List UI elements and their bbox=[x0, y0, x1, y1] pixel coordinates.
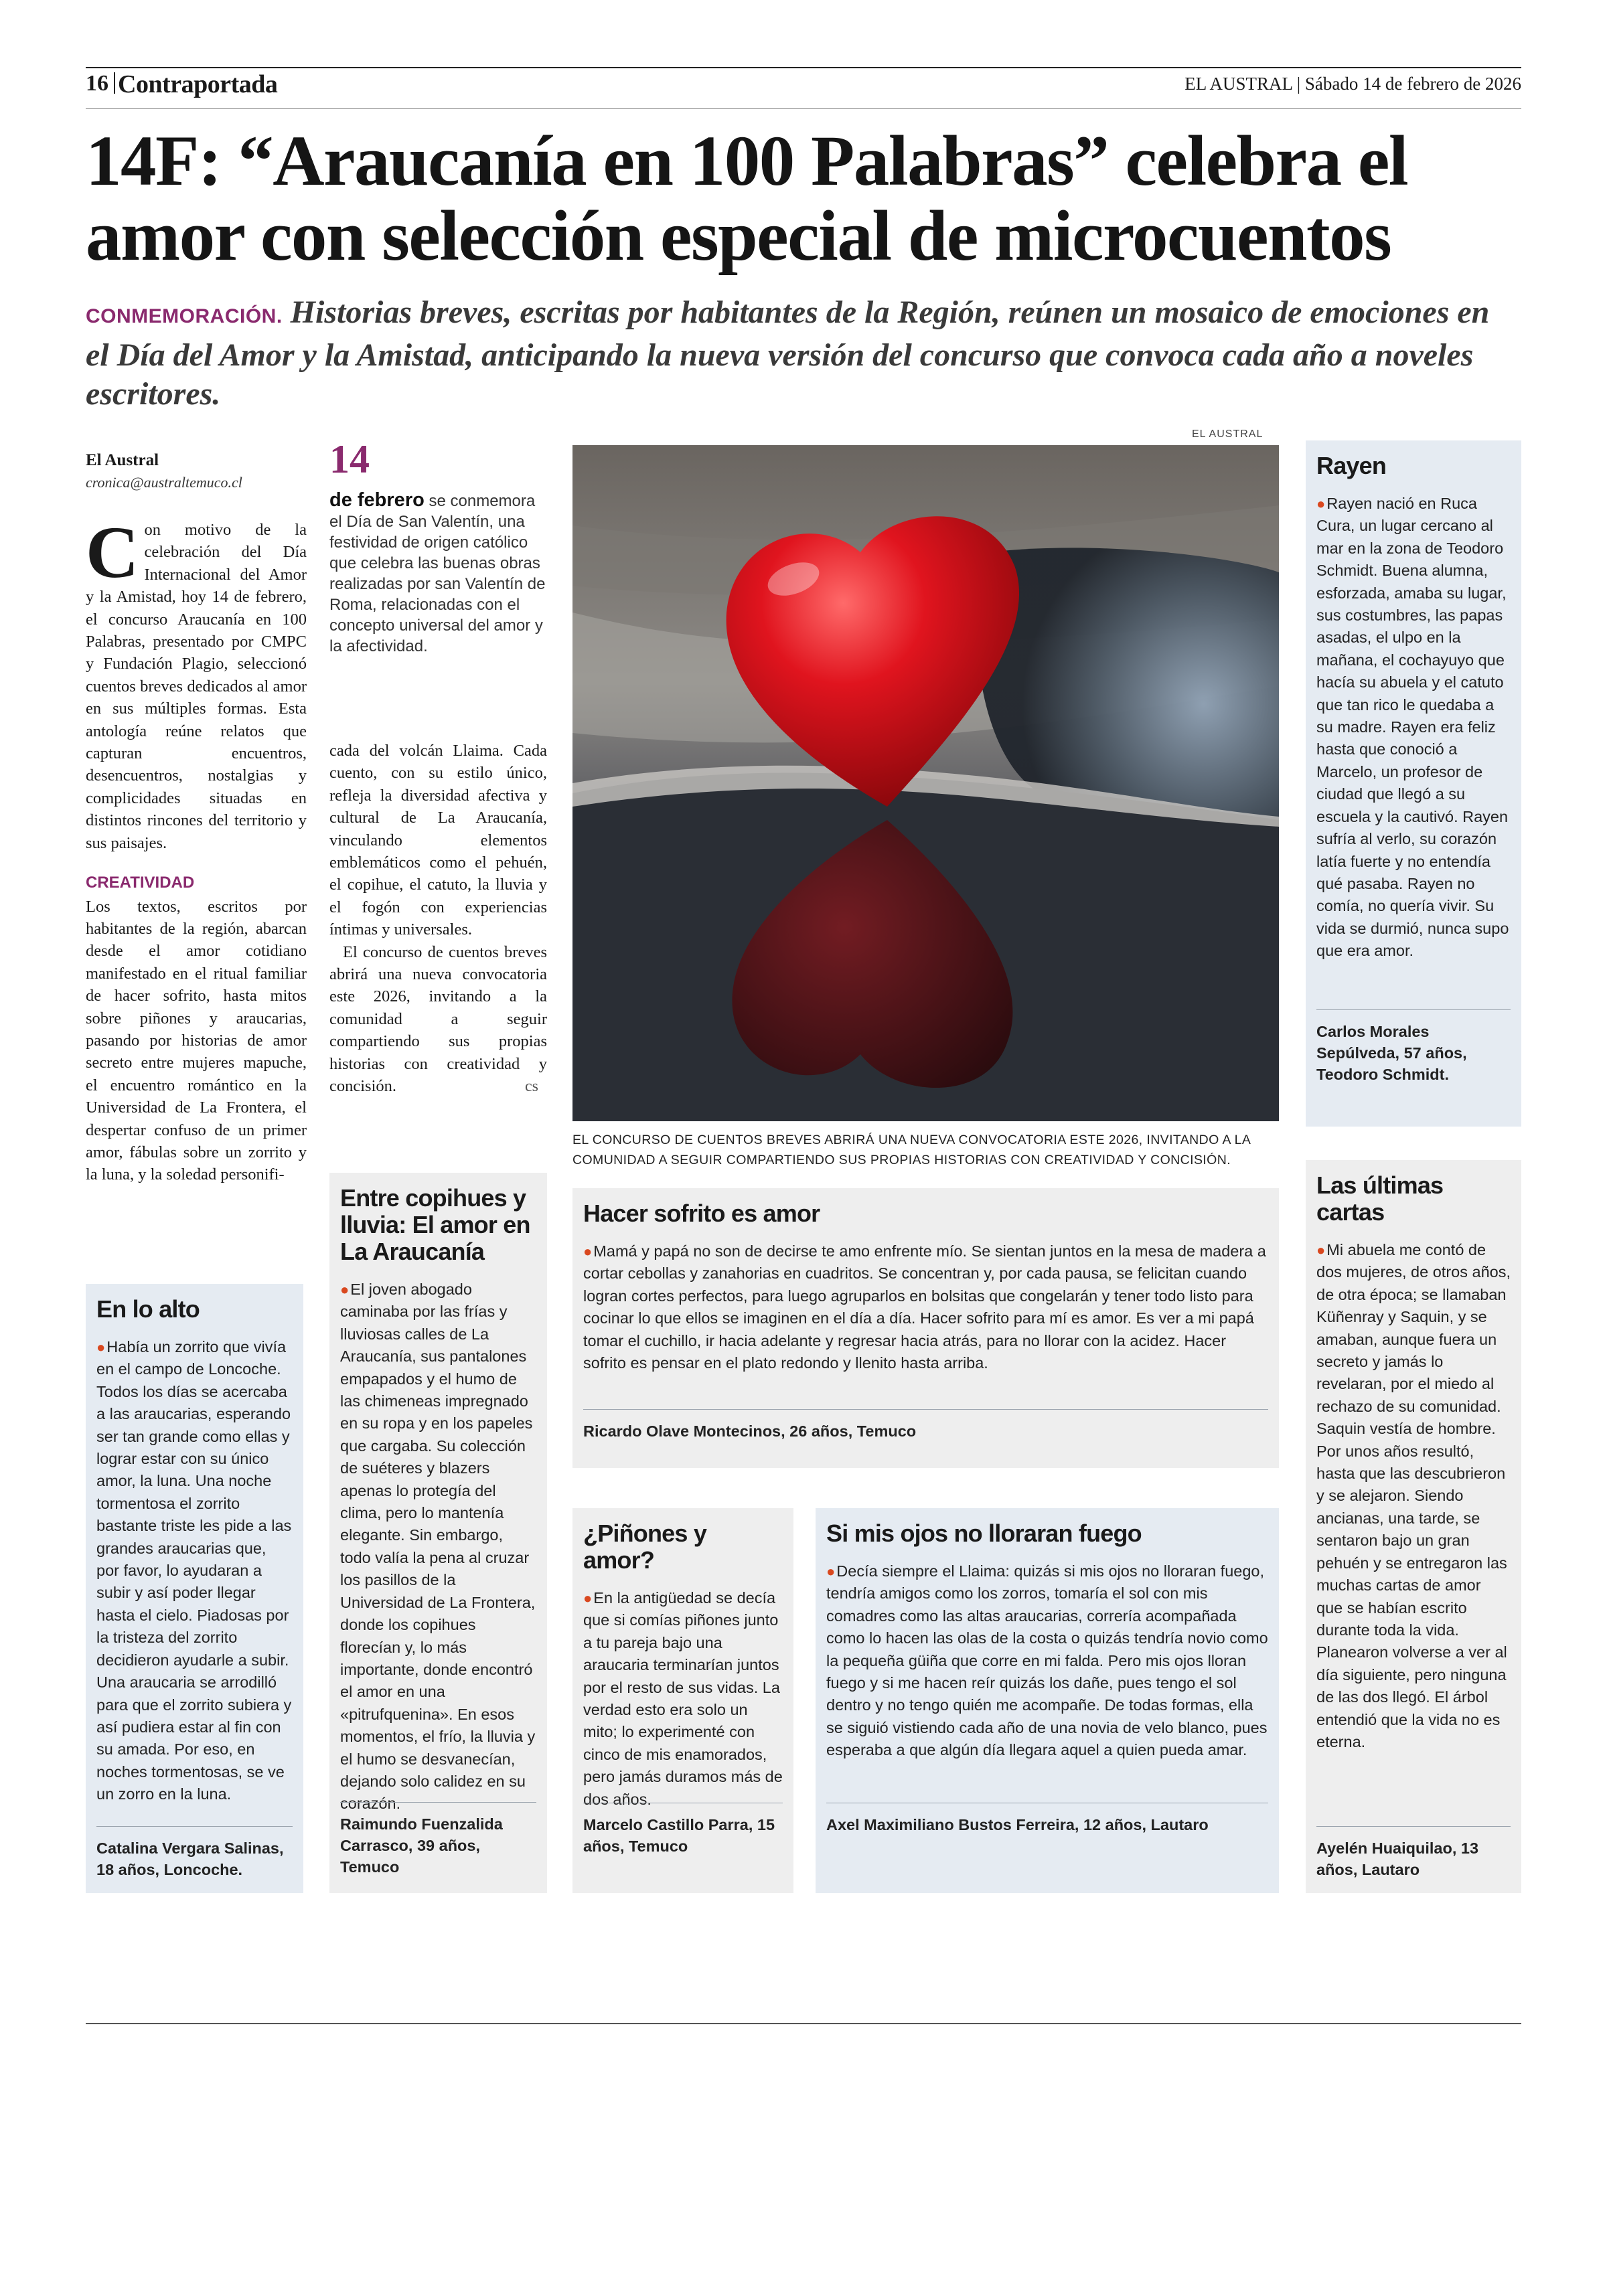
story-pinones bbox=[572, 1508, 793, 1893]
story-copihues bbox=[329, 1173, 547, 1893]
story-body: El joven abogado caminaba por las frías y lluviosas calles de La Araucanía, sus pantalones empapados y el humo de las chimeneas impregnado en su ropa y en los papeles que cargaba. Su colección de suéteres y blazers apenas lo protegía del clima, pero lo mantenía elegante. Sin embargo, todo valía la pena al cruzar los pasillos de la Universidad de La Frontera, donde los copihues florecían y, lo más importante, donde encontró el amor en una «pitrufquenina». En esos momentos, el frío, la lluvia y el humo se desvanecían, dejando solo calidez en su corazón. bbox=[340, 1281, 536, 1813]
body-paragraph-2: Los textos, escritos por habitantes de la región, abarcan desde el amor cotidiano manifestado en el ritual familiar de hacer sofrito, hasta mitos sobre piñones y araucarias, pasando por historias de amor secreto entre mujeres mapuche, el encuentro romántico en la Universidad de La Frontera, el despertar confuso de un primer amor, fábulas sobre un zorrito y la luna, y la soledad personifi- bbox=[86, 897, 307, 1184]
bullet-icon: ● bbox=[583, 1243, 593, 1260]
story-rayen bbox=[1306, 440, 1521, 1127]
story-author: Marcelo Castillo Parra, 15 años, Temuco bbox=[583, 1803, 783, 1857]
byline-name: El Austral bbox=[86, 451, 159, 469]
subhead: CREATIVIDAD bbox=[86, 874, 195, 892]
body-column-1 bbox=[86, 511, 307, 1186]
story-author: Raimundo Fuenzalida Carrasco, 39 años, Temuco bbox=[340, 1802, 536, 1878]
story-en-lo-alto bbox=[86, 1284, 303, 1893]
story-body: En la antigüedad se decía que si comías piñones junto a tu pareja bajo una araucaria terminarían juntos por el resto de sus vidas. La verdad esto era solo un mito; lo experimenté con cinco de mis enamorados, pero jamás duramos más de dos años. bbox=[583, 1589, 783, 1808]
factbox bbox=[329, 490, 547, 657]
page-header bbox=[86, 67, 1521, 100]
headline: 14F: “Araucanía en 100 Palabras” celebra el amor con selección especial de microcuentos bbox=[86, 122, 1408, 276]
story-title: Las últimas cartas bbox=[1316, 1171, 1444, 1226]
story-ultimas-cartas bbox=[1306, 1160, 1521, 1893]
bullet-icon: ● bbox=[340, 1281, 350, 1298]
heart-image bbox=[572, 445, 1279, 1121]
end-mark-icon: cs bbox=[525, 1078, 538, 1095]
lead-text: Historias breves, escritas por habitantes de la Región, reúnen un mosaico de emociones en el Día del Amor y la Amistad, anticipando la nueva versión del concurso que convoca cada año a noveles escritores. bbox=[86, 295, 1490, 412]
story-text bbox=[96, 1336, 293, 1806]
drop-cap: C bbox=[86, 511, 139, 593]
header-separator bbox=[114, 72, 115, 94]
story-title: Rayen bbox=[1316, 452, 1387, 479]
factbox-number: 14 bbox=[329, 437, 370, 481]
lead-paragraph bbox=[86, 293, 1512, 414]
story-title: Si mis ojos no lloraran fuego bbox=[826, 1520, 1142, 1547]
story-author: Ayelén Huaiquilao, 13 años, Lautaro bbox=[1316, 1826, 1511, 1880]
section-title: Contraportada bbox=[118, 70, 278, 98]
heart-photo bbox=[572, 445, 1279, 1121]
story-title: Entre copihues y lluvia: El amor en La Araucanía bbox=[340, 1184, 530, 1265]
publication-date: EL AUSTRAL | Sábado 14 de febrero de 2026 bbox=[1184, 74, 1521, 94]
story-title: En lo alto bbox=[96, 1295, 200, 1323]
bullet-icon: ● bbox=[826, 1563, 836, 1580]
body-paragraph-1: on motivo de la celebración del Día Internacional del Amor y la Amistad, hoy 14 de febrero, el concurso Araucanía en 100 Palabras, presentado por CMPC y Fundación Plagio, seleccionó cuentos breves dedicados al amor en sus múltiples formas. Esta antología reúne relatos que capturan encuentros, desencuentros, nostalgias y complicidades situadas en distintos rincones del territorio y sus paisajes. bbox=[86, 521, 307, 852]
kicker: CONMEMORACIÓN. bbox=[86, 305, 283, 327]
body-paragraph-3: cada del volcán Llaima. Cada cuento, con su estilo único, refleja la diversidad afectiva y cultural de La Araucanía, vinculando elementos emblemáticos como el pehuén, el copihue, el catuto, la lluvia y el fogón con experiencias íntimas y universales. bbox=[329, 742, 547, 939]
page-number: 16 bbox=[86, 71, 108, 96]
story-body: Había un zorrito que vivía en el campo de Loncoche. Todos los días se acercaba a las araucarias, esperando ser tan grande como ellas y lograr estar con su único amor, la luna. Una noche tormentosa el zorrito bastante triste les pide a las grandes araucarias que, por favor, lo ayudaran a subir y así poder llegar hasta el cielo. Piadosas por la tristeza del zorrito decidieron ayudarle a subir. Una araucaria se arrodilló para que el zorrito subiera y así pudiera estar al fin con su amada. Por eso, en noches tormentosas, se ve un zorro en la luna. bbox=[96, 1338, 292, 1803]
story-body: Mi abuela me contó de dos mujeres, de otros años, de otra época; se llamaban Küñenray y Saquin, y se amaban, aunque fuera un secreto y jamás lo revelaran, por el miedo al rechazo de su comunidad. Saquin vestía de hombre. Por unos años resultó, hasta que las descubrieron y se alejaron. Siendo ancianas, una tarde, se sentaron bajo un gran pehuén y se entregaron las muchas cartas de amor que se habían escrito durante toda la vida. Planearon volverse a ver al día siguiente, pero ninguna de las dos llegó. El árbol entendió que la vida no es eterna. bbox=[1316, 1241, 1511, 1750]
story-author: Axel Maximiliano Bustos Ferreira, 12 años, Lautaro bbox=[826, 1803, 1268, 1835]
bullet-icon: ● bbox=[1316, 1242, 1326, 1258]
body-column-2 bbox=[329, 740, 547, 1098]
photo-caption: EL CONCURSO DE CUENTOS BREVES ABRIRÁ UNA NUEVA CONVOCATORIA ESTE 2026, INVITANDO A LA COMUNIDAD A SEGUIR COMPARTIENDO SUS PROPIAS HISTORIAS CON CREATIVIDAD Y CONCISIÓN. bbox=[572, 1133, 1251, 1167]
story-ojos bbox=[816, 1508, 1279, 1893]
story-body: Rayen nació en Ruca Cura, un lugar cercano al mar en la zona de Teodoro Schmidt. Buena alumna, esforzada, amaba su lugar, sus costumbres, las papas asadas, el ulpo en la mañana, el cochayuyo que hacía su abuela y el catuto que tan rico le quedaba a su madre. Rayen era feliz hasta que conoció a Marcelo, un profesor de ciudad que llegó a su escuela y la cautivó. Rayen sufría al verlo, su corazón latía fuerte y no entendía qué pasaba. Rayen no comía, no quería vivir. Su vida se durmió, nunca supo que era amor. bbox=[1316, 495, 1509, 960]
story-text bbox=[826, 1560, 1268, 1762]
story-title: ¿Piñones y amor? bbox=[583, 1520, 707, 1574]
story-text bbox=[583, 1240, 1268, 1374]
factbox-text: se conmemora el Día de San Valentín, una festividad de origen católico que celebra las buenas obras realizadas por san Valentín de Roma, relacionadas con el concepto universal del amor y la afectividad. bbox=[329, 492, 546, 655]
story-sofrito bbox=[572, 1188, 1279, 1468]
story-text bbox=[340, 1279, 536, 1815]
body-paragraph-4: El concurso de cuentos breves abrirá una nueva convocatoria este 2026, invitando a la comunidad a seguir compartiendo sus propias historias con creatividad y concisión. bbox=[329, 942, 547, 1096]
byline-email: cronica@australtemuco.cl bbox=[86, 474, 242, 491]
header-rule bbox=[86, 67, 1521, 68]
bullet-icon: ● bbox=[1316, 495, 1326, 512]
story-author: Ricardo Olave Montecinos, 26 años, Temuco bbox=[583, 1409, 1268, 1442]
story-body: Decía siempre el Llaima: quizás si mis ojos no lloraran fuego, tendría amigos como los zorros, tomaría el sol con mis comadres como las altas araucarias, correría acompañada como lo hacen las olas de la costa o quizás tendría novio como la pequeña güiña que corre en mi falda. Pero mis ojos lloran fuego y si me hacen reír quizás los dañe, pues tengo el sol dentro y no tengo quién me acompañe. De todas formas, ella se siguió vistiendo cada año de una novia de velo blanco, pues esperaba a que algún día llegara aquel a quien pueda amar. bbox=[826, 1562, 1268, 1759]
byline bbox=[86, 451, 307, 491]
story-text bbox=[1316, 493, 1511, 963]
photo-credit: EL AUSTRAL bbox=[1192, 428, 1264, 440]
page-bottom-rule bbox=[86, 2023, 1521, 2024]
factbox-lead: de febrero bbox=[329, 489, 425, 511]
story-author: Catalina Vergara Salinas, 18 años, Loncoche. bbox=[96, 1826, 293, 1880]
bullet-icon: ● bbox=[96, 1339, 106, 1356]
story-text bbox=[1316, 1239, 1511, 1753]
story-text bbox=[583, 1587, 783, 1811]
story-body: Mamá y papá no son de decirse te amo enfrente mío. Se sientan juntos en la mesa de madera a cortar cebollas y zanahorias en cuadritos. Se concentran y, por cada pausa, se felicitan cuando logran cortes perfectos, para luego agruparlos en bolsitas que congelarán y tener todo listo para cocinar lo que ellos se imaginen en el día a día. Hacer sofrito para mí es amor. Es ver a mi papá tomar el cuchillo, ir hacia adelante y regresar hacia atrás, para no llorar con la acidez. Hacer sofrito es pensar en el plato redondo y llenito hasta arriba. bbox=[583, 1242, 1266, 1372]
bullet-icon: ● bbox=[583, 1590, 593, 1607]
header-rule-bottom bbox=[86, 108, 1521, 109]
story-author: Carlos Morales Sepúlveda, 57 años, Teodoro Schmidt. bbox=[1316, 1009, 1511, 1085]
story-title: Hacer sofrito es amor bbox=[583, 1200, 820, 1227]
